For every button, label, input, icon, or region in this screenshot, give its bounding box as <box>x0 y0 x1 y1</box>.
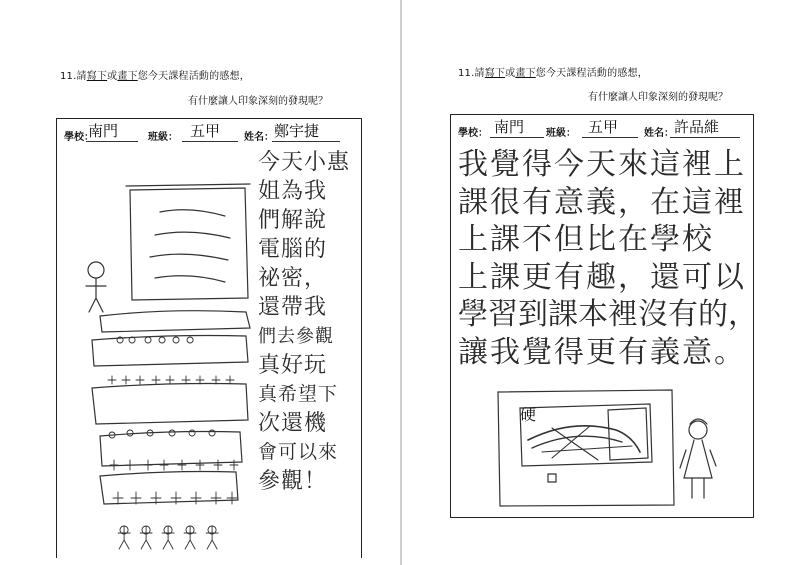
question-line-1: 11.請寫下或畫下您今天課程活動的感想， <box>60 71 250 82</box>
class-label: 班級： <box>546 128 576 139</box>
student-figures <box>108 337 238 549</box>
school-label: 學校： <box>458 128 488 139</box>
school-value: 南門 <box>494 118 525 136</box>
school-label: 學校： <box>64 132 94 143</box>
handwriting-line: 今天小惠 <box>258 150 351 175</box>
handwriting-line: 真好玩 <box>258 353 328 378</box>
handwriting-line: 上課更有趣，還可以 <box>458 259 746 295</box>
class-label: 班級： <box>148 132 178 143</box>
desk-rows <box>92 311 250 504</box>
handwriting-line: 們解說 <box>258 208 328 233</box>
name-label: 姓名： <box>644 128 674 139</box>
handwriting-line: 課很有意義，在這裡 <box>458 184 746 220</box>
handwriting-line: 電腦的 <box>258 237 328 262</box>
question-line-2: 有什麼讓人印象深刻的發現呢？ <box>588 92 728 103</box>
handwriting-line: 會可以來 <box>258 441 339 463</box>
handwriting-line: 還帶我 <box>258 295 328 320</box>
handwriting-line: 次還機 <box>258 411 328 436</box>
handwriting-line: 祕密， <box>258 266 328 291</box>
teacher-figure <box>86 262 106 312</box>
keyboard-key <box>548 474 556 482</box>
name-label: 姓名： <box>244 132 274 143</box>
class-value: 五甲 <box>190 122 221 140</box>
school-value: 南門 <box>88 122 119 140</box>
drawing-label: 硬 <box>520 405 537 424</box>
right-worksheet <box>402 0 800 565</box>
handwriting-line: 們去參觀 <box>258 326 334 347</box>
question-line-2: 有什麼讓人印象深刻的發現呢？ <box>188 96 328 107</box>
handwriting-line: 學習到課本裡沒有的， <box>458 297 758 332</box>
screen-drawing <box>126 184 250 300</box>
name-value: 鄭宇捷 <box>274 122 320 140</box>
computer-drawing <box>402 0 800 565</box>
class-value: 五甲 <box>588 118 619 136</box>
handwriting-line: 讓我覺得更有義意。 <box>458 334 746 370</box>
name-value: 許品維 <box>674 118 720 136</box>
handwriting-line: 參觀！ <box>258 469 328 494</box>
handwriting-line: 真希望下 <box>258 383 339 405</box>
question-line-1: 11.請寫下或畫下您今天課程活動的感想， <box>458 68 648 79</box>
handwriting-line: 上課不但比在學校 <box>458 222 714 257</box>
student-figure <box>680 419 716 498</box>
handwriting-line: 姐為我 <box>258 179 328 204</box>
handwriting-line: 我覺得今天來這裡上 <box>458 147 746 182</box>
